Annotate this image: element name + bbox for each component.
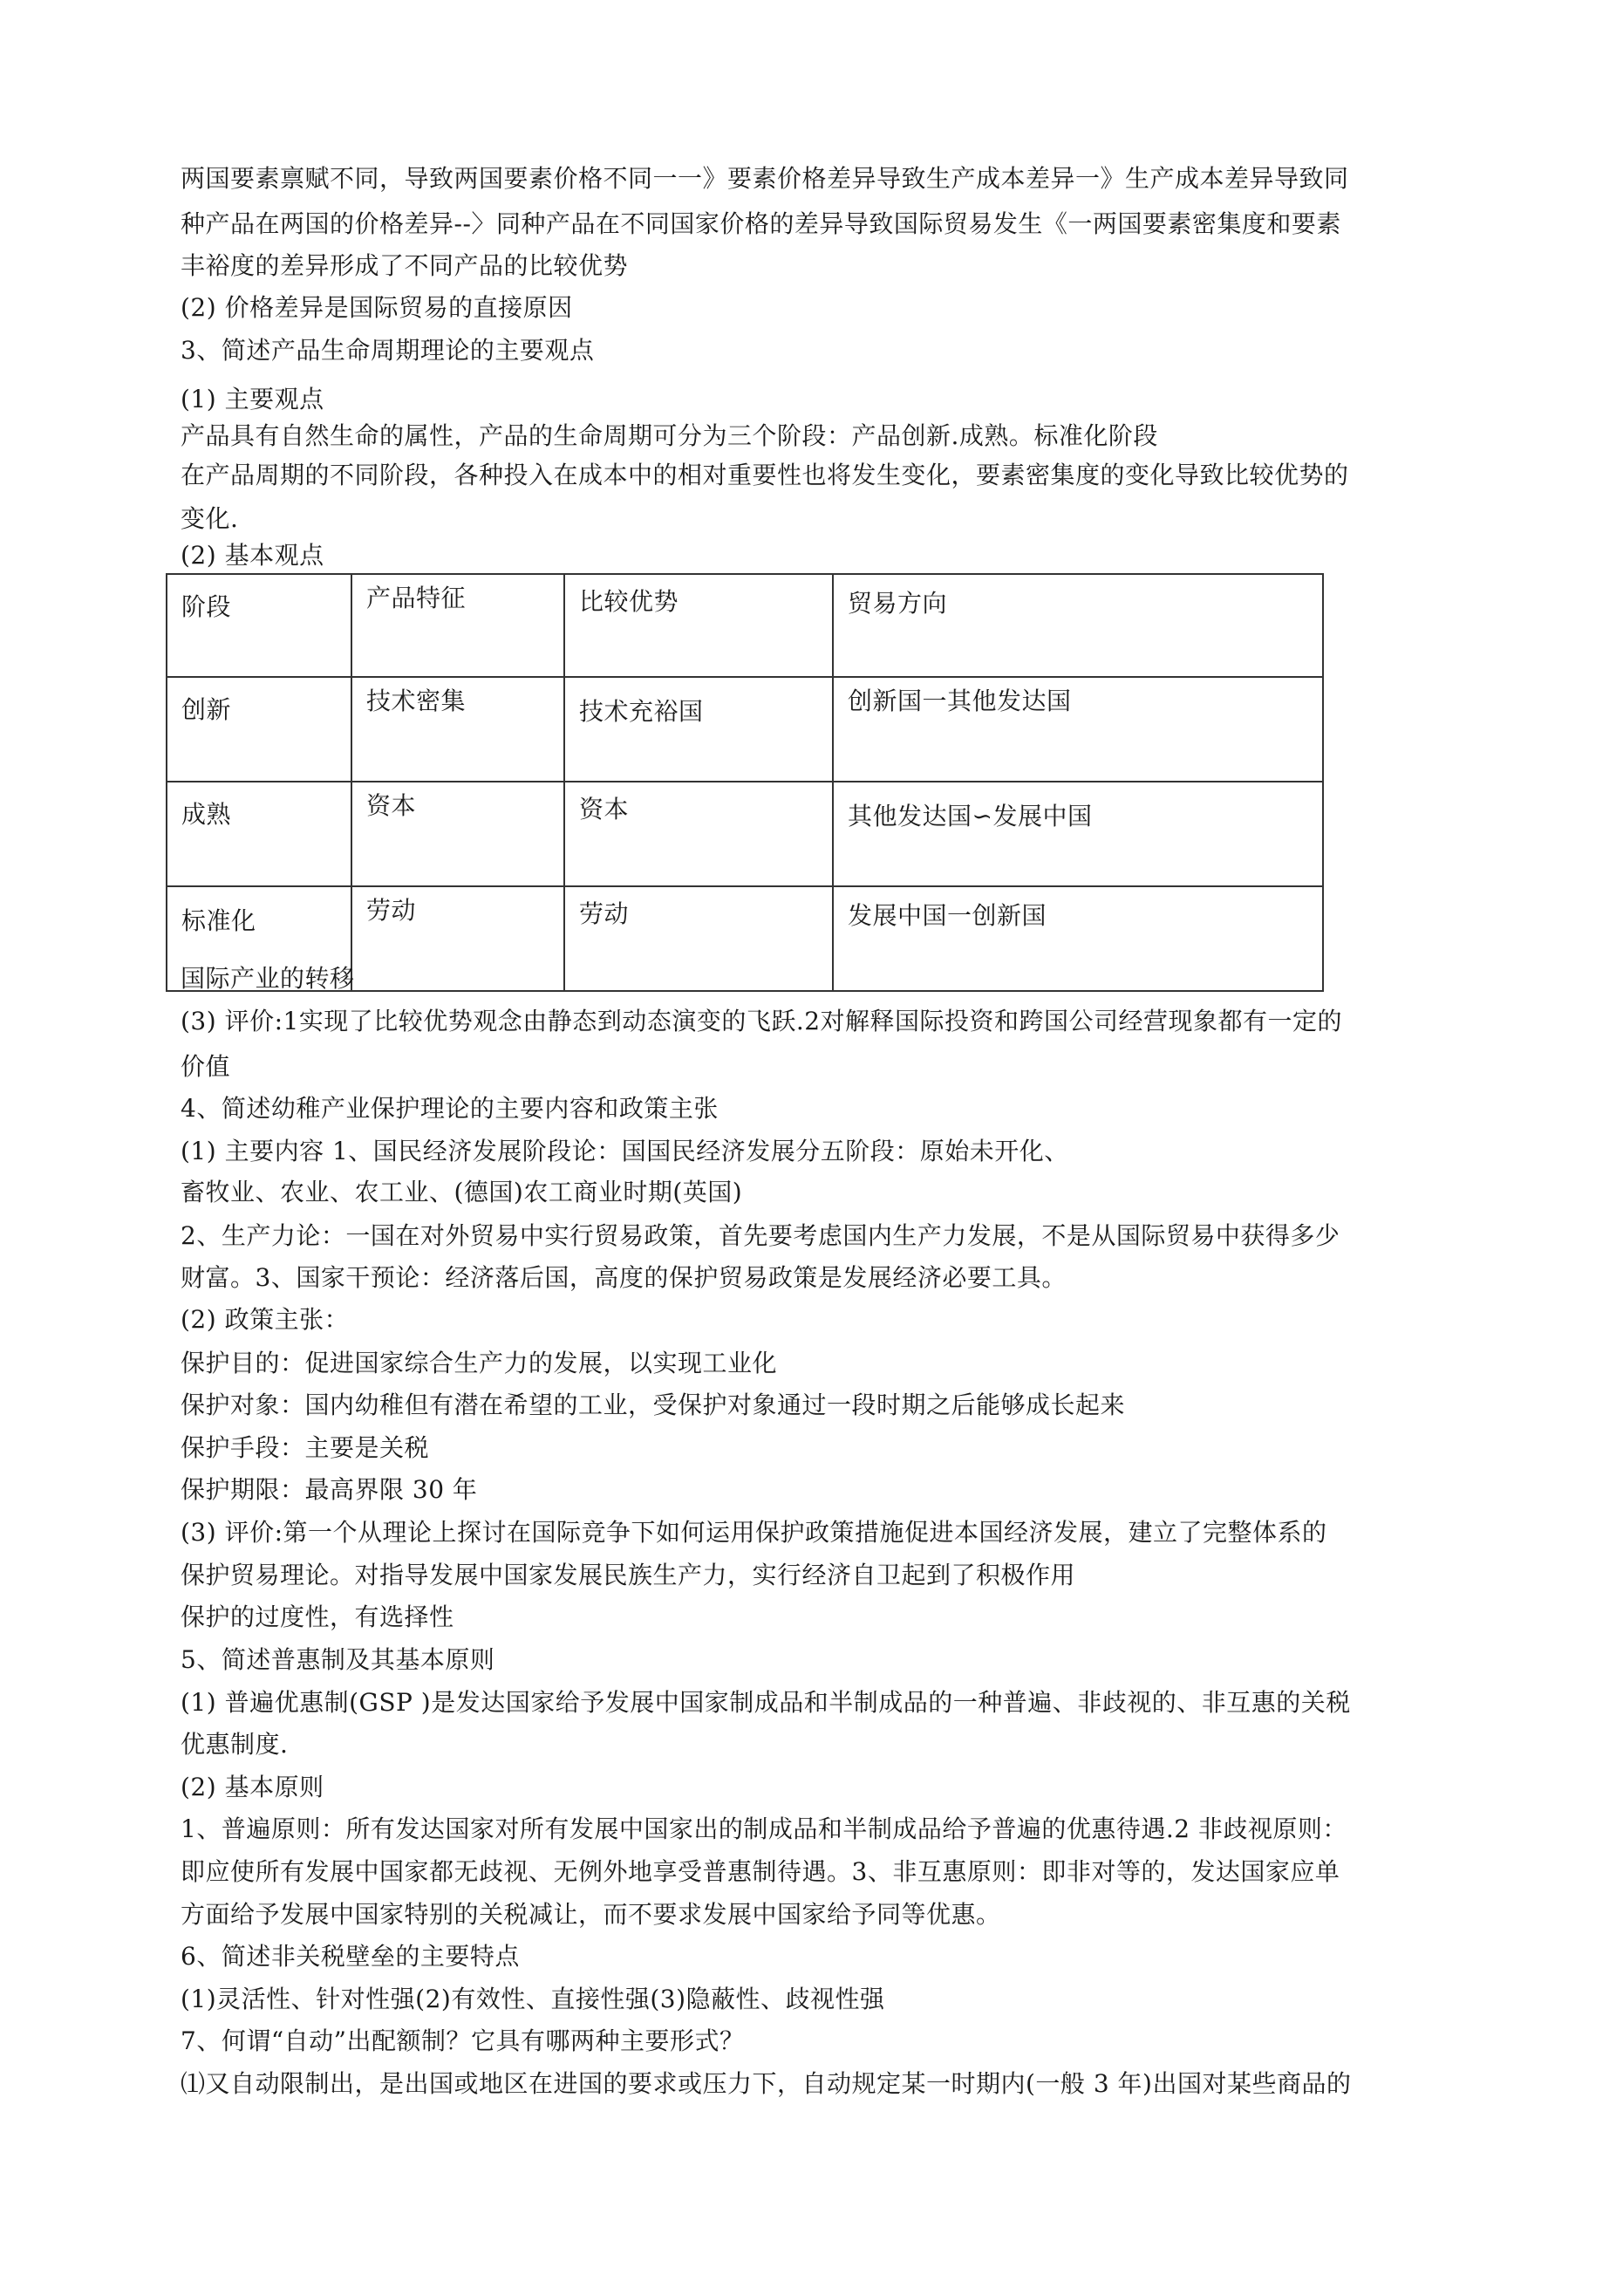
- paragraph-line: 方面给予发展中国家特别的关税减让，而不要求发展中国家给予同等优惠。: [181, 1900, 1001, 1929]
- table-row: [167, 782, 1323, 886]
- table-cell: 比较优势: [564, 574, 833, 677]
- section-heading: 7、何谓“自动”出配额制？它具有哪两种主要形式？: [181, 2026, 745, 2055]
- table-cell: 创新: [167, 677, 351, 782]
- table-cell: 资本: [564, 782, 833, 886]
- paragraph-line: 财富。3、国家干预论：经济落后国，高度的保护贸易政策是发展经济必要工具。: [181, 1263, 1067, 1292]
- paragraph-line: 1、普遍原则：所有发达国家对所有发展中国家出的制成品和半制成品给予普遍的优惠待遇.2 非歧视原则：: [181, 1814, 1347, 1843]
- section-heading: 3、简述产品生命周期理论的主要观点: [181, 336, 595, 365]
- paragraph-line: 保护贸易理论。对指导发展中国家发展民族生产力，实行经济自卫起到了积极作用: [181, 1561, 1076, 1589]
- subheading: (2) 基本观点: [181, 541, 324, 570]
- paragraph-line: (1) 主要内容 1、国民经济发展阶段论：国国民经济发展分五阶段：原始未开化、: [181, 1137, 1069, 1165]
- subheading: (2) 政策主张：: [181, 1305, 350, 1334]
- paragraph-line: 保护手段：主要是关税: [181, 1433, 430, 1462]
- paragraph-line: 种产品在两国的价格差异--〉同种产品在不同国家价格的差异导致国际贸易发生《一两国要素密集度和要素: [181, 209, 1341, 238]
- table-header-row: [167, 574, 1323, 677]
- table-cell: 其他发达国∽发展中国: [833, 782, 1323, 886]
- paragraph-line: 两国要素禀赋不同，导致两国要素价格不同一一》要素价格差异导致生产成本差异一》生产成本差异导致同: [181, 164, 1349, 193]
- section-heading: 6、简述非关税壁垒的主要特点: [181, 1942, 520, 1971]
- paragraph-line: 变化.: [181, 504, 239, 533]
- table-row: [167, 677, 1323, 782]
- table-cell: 发展中国一创新国: [833, 886, 1323, 991]
- paragraph-line: 2、生产力论：一国在对外贸易中实行贸易政策，首先要考虑国内生产力发展，不是从国际贸易中获得多少: [181, 1221, 1340, 1250]
- paragraph-line: ⑴又自动限制出，是出国或地区在进国的要求或压力下，自动规定某一时期内(一般 3 年)出国对某些商品的: [181, 2069, 1352, 2098]
- table-cell: 劳动: [351, 886, 564, 991]
- table-cell: 劳动: [564, 886, 833, 991]
- paragraph-line: 保护对象：国内幼稚但有潜在希望的工业，受保护对象通过一段时期之后能够成长起来: [181, 1391, 1126, 1419]
- section-heading: 5、简述普惠制及其基本原则: [181, 1645, 495, 1674]
- paragraph-line: (2) 价格差异是国际贸易的直接原因: [181, 293, 573, 322]
- paragraph-line: (1) 普遍优惠制(GSP )是发达国家给予发展中国家制成品和半制成品的一种普遍、非歧视的、非互惠的关税: [181, 1688, 1351, 1717]
- table-cell: 资本: [351, 782, 564, 886]
- paragraph-line: (3) 评价:第一个从理论上探讨在国际竞争下如何运用保护政策措施促进本国经济发展，建立了完整体系的: [181, 1518, 1327, 1547]
- paragraph-line: 优惠制度.: [181, 1730, 289, 1759]
- paragraph-line: 产品具有自然生命的属性，产品的生命周期可分为三个阶段：产品创新.成熟。标准化阶段: [181, 421, 1158, 450]
- table-cell: 产品特征: [351, 574, 564, 677]
- paragraph-line: 丰裕度的差异形成了不同产品的比较优势: [181, 251, 629, 280]
- table-cell: 阶段: [167, 574, 351, 677]
- paragraph-line: 即应使所有发展中国家都无歧视、无例外地享受普惠制待遇。3、非互惠原则：即非对等的，发达国家应单: [181, 1857, 1340, 1886]
- paragraph-line: 保护的过度性，有选择性: [181, 1602, 454, 1631]
- section-heading: 4、简述幼稚产业保护理论的主要内容和政策主张: [181, 1094, 719, 1123]
- table-cell: 标准化: [167, 886, 351, 991]
- table-cell: 贸易方向: [833, 574, 1323, 677]
- paragraph-line: 保护期限：最高界限 30 年: [181, 1475, 478, 1504]
- paragraph-line: 在产品周期的不同阶段，各种投入在成本中的相对重要性也将发生变化，要素密集度的变化导致比较优势的: [181, 461, 1349, 489]
- table-cell: 技术密集: [351, 677, 564, 782]
- table-cell: 创新国一其他发达国: [833, 677, 1323, 782]
- subheading: (1) 主要观点: [181, 385, 324, 413]
- paragraph-line: 价值: [181, 1052, 231, 1081]
- table-cell: 技术充裕国: [564, 677, 833, 782]
- paragraph-line: (3) 评价:1实现了比较优势观念由静态到动态演变的飞跃.2对解释国际投资和跨国公司经营现象都有一定的: [181, 1007, 1343, 1035]
- product-life-cycle-table: [166, 573, 1324, 992]
- paragraph-line: 保护目的：促进国家综合生产力的发展，以实现工业化: [181, 1349, 778, 1377]
- subheading: (2) 基本原则: [181, 1773, 324, 1801]
- table-cell: 成熟: [167, 782, 351, 886]
- paragraph-line: 国际产业的转移: [181, 964, 355, 993]
- paragraph-line: 畜牧业、农业、农工业、(德国)农工商业时期(英国): [181, 1178, 743, 1206]
- paragraph-line: (1)灵活性、针对性强(2)有效性、直接性强(3)隐蔽性、歧视性强: [181, 1985, 885, 2013]
